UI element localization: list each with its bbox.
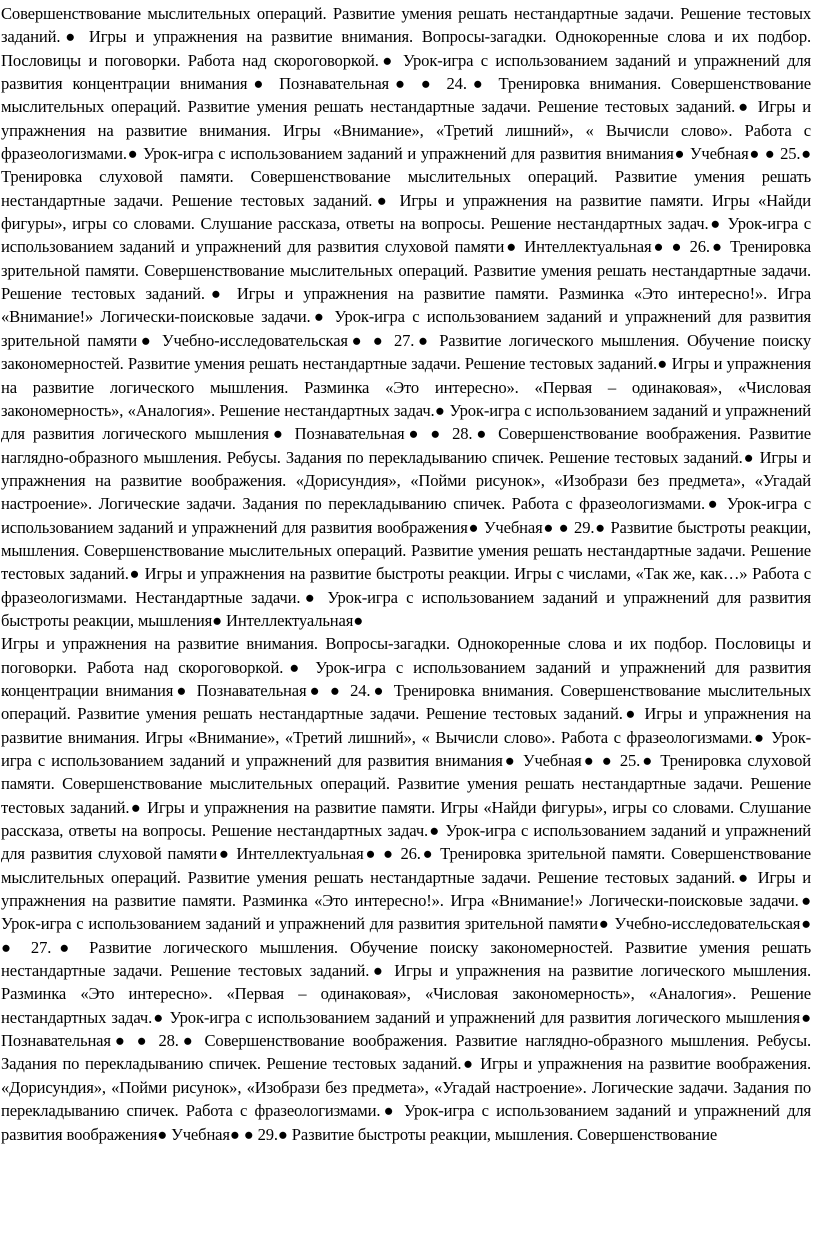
body-paragraph-1: Совершенствование мыслительных операций. Развитие умения решать нестандартные задачи. Решение тестовых заданий.● Игры и упражнения на развитие внимания. Вопросы-загадки. Однокоренные слова и их подбор. Пословицы и поговорки. Работа над скороговоркой.● Урок-игра с использованием заданий и упражнений для развития концентрации внимания● Познавательная● ● 24.● Тренировка внимания. Совершенствование мыслительных операций. Развитие умения решать нестандартные задачи. Решение тестовых заданий.● Игры и упражнения на развитие внимания. Игры «Внимание», «Третий лишний», « Вычисли слово». Работа с фразеологизмами.● Урок-игра с использованием заданий и упражнений для развития внимания● Учебная● ● 25.● Тренировка слуховой памяти. Совершенствование мыслительных операций. Развитие умения решать нестандартные задачи. Решение тестовых заданий.● Игры и упражнения на развитие памяти. Игры «Найди фигуры», игры со словами. Слушание рассказа, ответы на вопросы. Решение нестандартных задач.● Урок-игра с использованием заданий и упражнений для развития слуховой памяти● Интеллектуальная● ● 26.● Тренировка зрительной памяти. Совершенствование мыслительных операций. Развитие умения решать нестандартные задачи. Решение тестовых заданий.● Игры и упражнения на развитие памяти. Разминка «Это интересно!». Игра «Внимание!» Логически-поисковые задачи.● Урок-игра с использованием заданий и упражнений для развития зрительной памяти● Учебно-исследовательская● ● 27.● Развитие логического мышления. Обучение поиску закономерностей. Развитие умения решать нестандартные задачи. Решение тестовых заданий.● Игры и упражнения на развитие логического мышления. Разминка «Это интересно». «Первая – одинаковая», «Числовая закономерность», «Аналогия». Решение нестандартных задач.● Урок-игра с использованием заданий и упражнений для развития логического мышления● Познавательная● ● 28.● Совершенствование воображения. Развитие наглядно-образного мышления. Ребусы. Задания по перекладыванию спичек. Решение тестовых заданий.● Игры и упражнения на развитие воображения. «Дорисундия», «Пойми рисунок», «Изобрази без предмета», «Угадай настроение». Логические задачи. Задания по перекладыванию спичек. Работа с фразеологизмами.● Урок-игра с использованием заданий и упражнений для развития воображения● Учебная● ● 29.● Развитие быстроты реакции, мышления. Совершенствование мыслительных операций. Развитие умения решать нестандартные задачи. Решение тестовых заданий.● Игры и упражнения на развитие быстроты реакции. Игры с числами, «Так же, как…» Работа с фразеологизмами. Нестандартные задачи.● Урок-игра с использованием заданий и упражнений для развития быстроты реакции, мышления● Интеллектуальная● [1, 4, 811, 630]
body-paragraph-2: Игры и упражнения на развитие внимания. Вопросы-загадки. Однокоренные слова и их подбор. Пословицы и поговорки. Работа над скороговоркой.● Урок-игра с использованием заданий и упражнений для развития концентрации внимания● Познавательная● ● 24.● Тренировка внимания. Совершенствование мыслительных операций. Развитие умения решать нестандартные задачи. Решение тестовых заданий.● Игры и упражнения на развитие внимания. Игры «Внимание», «Третий лишний», « Вычисли слово». Работа с фразеологизмами.● Урок-игра с использованием заданий и упражнений для развития внимания● Учебная● ● 25.● Тренировка слуховой памяти. Совершенствование мыслительных операций. Развитие умения решать нестандартные задачи. Решение тестовых заданий.● Игры и упражнения на развитие памяти. Игры «Найди фигуры», игры со словами. Слушание рассказа, ответы на вопросы. Решение нестандартных задач.● Урок-игра с использованием заданий и упражнений для развития слуховой памяти● Интеллектуальная● ● 26.● Тренировка зрительной памяти. Совершенствование мыслительных операций. Развитие умения решать нестандартные задачи. Решение тестовых заданий.● Игры и упражнения на развитие памяти. Разминка «Это интересно!». Игра «Внимание!» Логически-поисковые задачи.● Урок-игра с использованием заданий и упражнений для развития зрительной памяти● Учебно-исследовательская● ● 27.● Развитие логического мышления. Обучение поиску закономерностей. Развитие умения решать нестандартные задачи. Решение тестовых заданий.● Игры и упражнения на развитие логического мышления. Разминка «Это интересно». «Первая – одинаковая», «Числовая закономерность», «Аналогия». Решение нестандартных задач.● Урок-игра с использованием заданий и упражнений для развития логического мышления● Познавательная● ● 28.● Совершенствование воображения. Развитие наглядно-образного мышления. Ребусы. Задания по перекладыванию спичек. Решение тестовых заданий.● Игры и упражнения на развитие воображения. «Дорисундия», «Пойми рисунок», «Изобрази без предмета», «Угадай настроение». Логические задачи. Задания по перекладыванию спичек. Работа с фразеологизмами.● Урок-игра с использованием заданий и упражнений для развития воображения● Учебная● ● 29.● Развитие быстроты реакции, мышления. Совершенствование [1, 634, 811, 1144]
